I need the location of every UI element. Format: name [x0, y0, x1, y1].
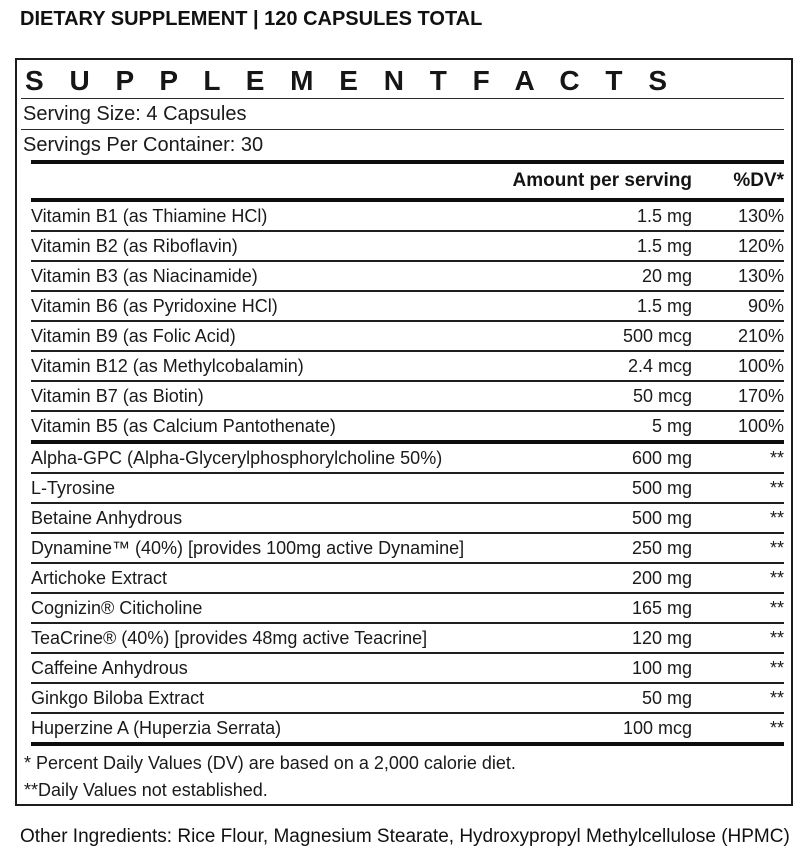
table-row	[31, 322, 784, 352]
dv-value: **	[769, 478, 784, 498]
table-row	[31, 202, 784, 232]
dv-value: **	[769, 598, 784, 618]
amount-value: 100 mcg	[622, 718, 692, 738]
amount-value: 500 mg	[631, 508, 692, 528]
ingredient-name: Vitamin B5 (as Calcium Pantothenate)	[31, 416, 336, 436]
ingredient-name: Vitamin B9 (as Folic Acid)	[31, 326, 236, 346]
footnote-not-established: **Daily Values not established.	[24, 780, 268, 800]
product-banner: DIETARY SUPPLEMENT | 120 CAPSULES TOTAL	[20, 8, 483, 30]
amount-value: 200 mg	[631, 568, 692, 588]
footnote-daily-values: * Percent Daily Values (DV) are based on a 2,000 calorie diet.	[24, 753, 516, 773]
ingredient-name: Caffeine Anhydrous	[31, 658, 188, 678]
table-row	[31, 352, 784, 382]
amount-value: 1.5 mg	[636, 206, 692, 226]
amount-value: 500 mg	[631, 478, 692, 498]
table-row	[31, 534, 784, 564]
ingredient-name: TeaCrine® (40%) [provides 48mg active Teacrine]	[31, 628, 428, 648]
amount-value: 50 mcg	[632, 386, 692, 406]
table-row	[31, 474, 784, 504]
table-row	[31, 232, 784, 262]
ingredient-name: Ginkgo Biloba Extract	[31, 688, 205, 708]
amount-value: 1.5 mg	[636, 296, 692, 316]
dv-value: 120%	[737, 236, 784, 256]
column-header-spacer	[31, 164, 472, 198]
table-row	[31, 624, 784, 654]
dv-value: **	[769, 538, 784, 558]
ingredient-name: Vitamin B1 (as Thiamine HCl)	[31, 206, 268, 226]
dv-value: 100%	[737, 356, 784, 376]
dv-value: 170%	[737, 386, 784, 406]
table-row	[31, 382, 784, 412]
dv-value: 130%	[737, 206, 784, 226]
dv-value: 130%	[737, 266, 784, 286]
ingredient-name: Huperzine A (Huperzia Serrata)	[31, 718, 282, 738]
amount-value: 50 mg	[641, 688, 692, 708]
ingredient-name: Vitamin B3 (as Niacinamide)	[31, 266, 258, 286]
ingredient-name: Artichoke Extract	[31, 568, 168, 588]
amount-value: 2.4 mcg	[627, 356, 692, 376]
other-ingredients: Other Ingredients: Rice Flour, Magnesium Stearate, Hydroxypropyl Methylcellulose (HPMC)	[20, 826, 790, 847]
table-row	[31, 504, 784, 534]
serving-size: Serving Size: 4 Capsules	[23, 103, 247, 125]
dv-value: **	[769, 628, 784, 648]
ingredient-name: Cognizin® Citicholine	[31, 598, 203, 618]
table-row	[31, 444, 784, 474]
amount-value: 5 mg	[651, 416, 692, 436]
table-row	[31, 654, 784, 684]
column-header-row	[31, 164, 784, 198]
table-row	[31, 262, 784, 292]
dv-value: **	[769, 508, 784, 528]
table-row	[31, 714, 784, 742]
dv-value: 90%	[747, 296, 784, 316]
footnotes	[17, 746, 791, 804]
table-row	[31, 292, 784, 322]
amount-value: 100 mg	[631, 658, 692, 678]
ingredient-name: Vitamin B2 (as Riboflavin)	[31, 236, 238, 256]
column-header-amount: Amount per serving	[512, 170, 692, 191]
amount-value: 120 mg	[631, 628, 692, 648]
table-row	[31, 684, 784, 714]
amount-value: 20 mg	[641, 266, 692, 286]
ingredient-name: Dynamine™ (40%) [provides 100mg active Dynamine]	[31, 538, 465, 558]
dv-value: **	[769, 688, 784, 708]
dv-value: **	[769, 718, 784, 738]
amount-value: 600 mg	[631, 448, 692, 468]
ingredient-name: Vitamin B7 (as Biotin)	[31, 386, 204, 406]
table-row	[31, 564, 784, 594]
amount-value: 500 mcg	[622, 326, 692, 346]
dv-value: 210%	[737, 326, 784, 346]
table-row	[31, 412, 784, 440]
table-row	[31, 594, 784, 624]
supplement-rows	[31, 202, 784, 746]
column-header-dv: %DV*	[733, 170, 784, 191]
dv-value: 100%	[737, 416, 784, 436]
panel-title: S U P P L E M E N T F A C T S	[25, 65, 676, 96]
ingredient-name: Vitamin B12 (as Methylcobalamin)	[31, 356, 304, 376]
servings-per-container: Servings Per Container: 30	[23, 134, 264, 156]
dv-value: **	[769, 568, 784, 588]
ingredient-name: Alpha-GPC (Alpha-Glycerylphosphorylcholine 50%)	[31, 448, 443, 468]
amount-value: 165 mg	[631, 598, 692, 618]
dv-value: **	[769, 658, 784, 678]
ingredient-name: L-Tyrosine	[31, 478, 116, 498]
ingredient-name: Vitamin B6 (as Pyridoxine HCl)	[31, 296, 278, 316]
dv-value: **	[769, 448, 784, 468]
amount-value: 1.5 mg	[636, 236, 692, 256]
ingredient-name: Betaine Anhydrous	[31, 508, 183, 528]
amount-value: 250 mg	[631, 538, 692, 558]
supplement-facts-panel	[15, 58, 793, 806]
